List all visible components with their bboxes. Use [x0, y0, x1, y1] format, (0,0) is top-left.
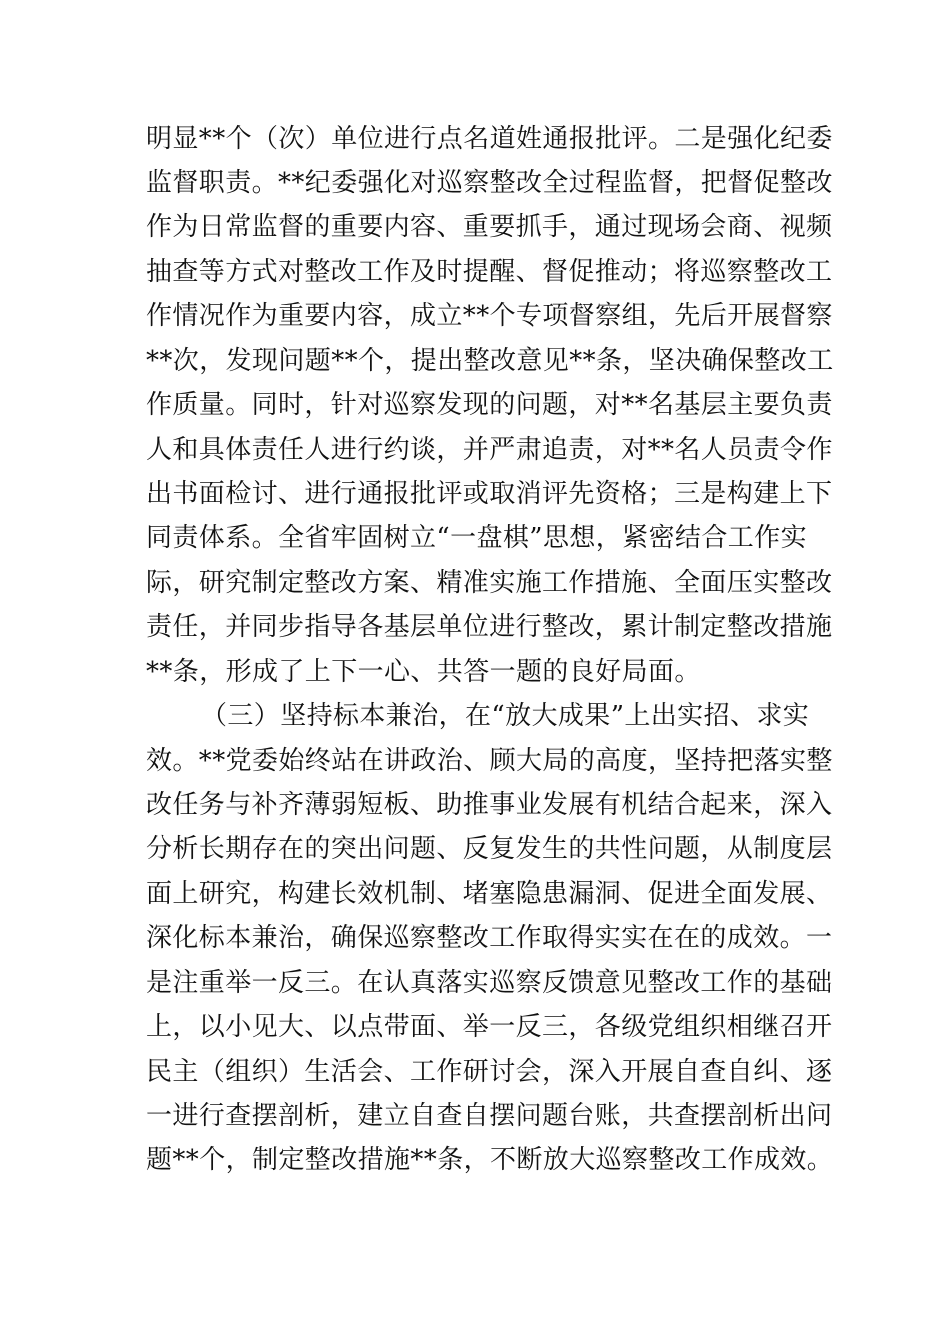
text-line: 一进行查摆剖析，建立自查自摆问题台账，共查摆剖析出问	[146, 1101, 833, 1131]
text-line: 面上研究，构建长效机制、堵塞隐患漏洞、促进全面发展、	[146, 879, 833, 909]
text-line: 作为日常监督的重要内容、重要抓手，通过现场会商、视频	[146, 212, 833, 242]
text-line: 民主（组织）生活会、工作研讨会，深入开展自查自纠、逐	[146, 1057, 833, 1087]
text-line: 明显**个（次）单位进行点名道姓通报批评。二是强化纪委	[146, 124, 833, 154]
text-line: 深化标本兼治，确保巡察整改工作取得实实在在的成效。一	[146, 923, 833, 953]
text-line: 是注重举一反三。在认真落实巡察反馈意见整改工作的基础	[146, 968, 833, 998]
text-line: **条，形成了上下一心、共答一题的良好局面。	[146, 657, 701, 687]
text-line: 同责体系。全省牢固树立“一盘棋”思想，紧密结合工作实	[146, 523, 807, 553]
text-line: 上，以小见大、以点带面、举一反三，各级党组织相继召开	[146, 1012, 833, 1042]
text-line: 作质量。同时，针对巡察发现的问题，对**名基层主要负责	[146, 390, 833, 420]
text-line: 题**个，制定整改措施**条，不断放大巡察整改工作成效。	[146, 1145, 834, 1175]
text-line: 人和具体责任人进行约谈，并严肃追责，对**名人员责令作	[146, 435, 833, 465]
text-line: 改任务与补齐薄弱短板、助推事业发展有机结合起来，深入	[146, 790, 833, 820]
text-line: 作情况作为重要内容，成立**个专项督察组，先后开展督察	[146, 301, 833, 331]
text-line: 效。**党委始终站在讲政治、顾大局的高度，坚持把落实整	[146, 746, 833, 776]
text-line: 分析长期存在的突出问题、反复发生的共性问题，从制度层	[146, 834, 833, 864]
text-line: 监督职责。**纪委强化对巡察整改全过程监督，把督促整改	[146, 168, 833, 198]
text-line: 责任，并同步指导各基层单位进行整改，累计制定整改措施	[146, 612, 833, 642]
text-line: 际，研究制定整改方案、精准实施工作措施、全面压实整改	[146, 568, 833, 598]
text-line: 出书面检讨、进行通报批评或取消评先资格；三是构建上下	[146, 479, 833, 509]
text-line: 抽查等方式对整改工作及时提醒、督促推动；将巡察整改工	[146, 257, 833, 287]
section-heading-line: （三）坚持标本兼治，在“放大成果”上出实招、求实	[201, 701, 810, 731]
text-line: **次，发现问题**个，提出整改意见**条，坚决确保整改工	[146, 346, 834, 376]
